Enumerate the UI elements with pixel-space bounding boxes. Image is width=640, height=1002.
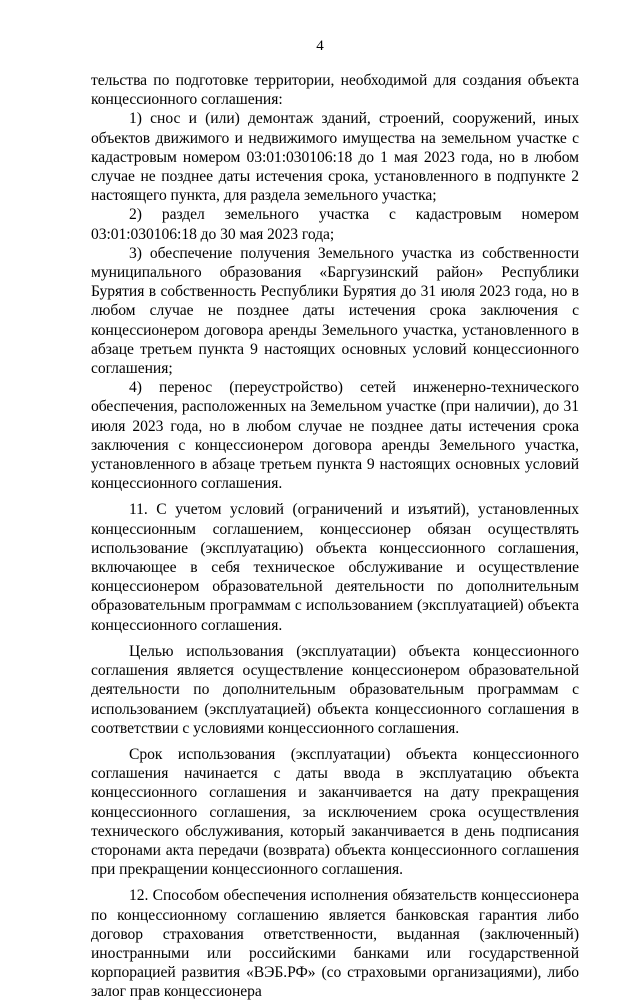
paragraph-clause-12: 12. Способом обеспечения исполнения обязательств концессионера по концессионному соглашению является банковская гарантия либо договор страхования ответственности, выданная (заключенный) иностранными или российскими банками или государственной корпорацией развития «ВЭБ.РФ» (со страховыми организациями), либо залог прав концессионера [91, 887, 579, 1001]
paragraph-item-2: 2) раздел земельного участка с кадастровым номером 03:01:030106:18 до 30 мая 2023 года; [91, 206, 579, 243]
paragraph-term: Срок использования (эксплуатации) объекта концессионного соглашения начинается с даты ввода в эксплуатацию объекта концессионного соглашения и заканчивается на дату прекращения концессионного соглашения, за исключением срока осуществления технического обслуживания, который заканчивается в день подписания сторонами акта передачи (возврата) объекта концессионного соглашения при прекращении концессионного соглашения. [91, 745, 579, 879]
paragraph-item-3: 3) обеспечение получения Земельного участка из собственности муниципального образования «Баргузинский район» Республики Бурятия в собственность Республики Бурятия до 31 июля 2023 года, но в любом случае не позднее даты истечения срока заключения с концессионером договора аренды Земельного участка, установленного в абзаце третьем пункта 9 настоящих основных условий концессионного соглашения; [91, 244, 579, 378]
page-number: 4 [316, 38, 324, 54]
paragraph-item-1: 1) снос и (или) демонтаж зданий, строений, сооружений, иных объектов движимого и недвижимого имущества на земельном участке с кадастровым номером 03:01:030106:18 до 1 мая 2023 года, но в любом случае не позднее даты истечения срока, установленного в подпункте 2 настоящего пункта, для раздела земельного участка; [91, 110, 579, 205]
paragraph-clause-11: 11. С учетом условий (ограничений и изъятий), установленных концессионным соглашением, концессионер обязан осуществлять использование (эксплуатацию) объекта концессионного соглашения, включающее в себя техническое обслуживание и осуществление концессионером образовательной деятельности по дополнительным образовательным программам с использованием (эксплуатацией) объекта концессионного соглашения. [91, 501, 579, 634]
paragraph-continuation: тельства по подготовке территории, необходимой для создания объекта концессионного соглашения: [91, 72, 579, 109]
paragraph-item-4: 4) перенос (переустройство) сетей инженерно-технического обеспечения, расположенных на Земельном участке (при наличии), до 31 июля 2023 года, но в любом случае не позднее даты истечения срока заключения с концессионером договора аренды Земельного участка, установленного в абзаце третьем пункта 9 настоящих основных условий концессионного соглашения. [91, 379, 579, 493]
paragraph-purpose: Целью использования (эксплуатации) объекта концессионного соглашения является осуществление концессионером образовательной деятельности по дополнительным образовательным программам с использованием (эксплуатацией) объекта концессионного соглашения в соответствии с условиями концессионного соглашения. [91, 642, 579, 737]
document-body [91, 71, 579, 1002]
